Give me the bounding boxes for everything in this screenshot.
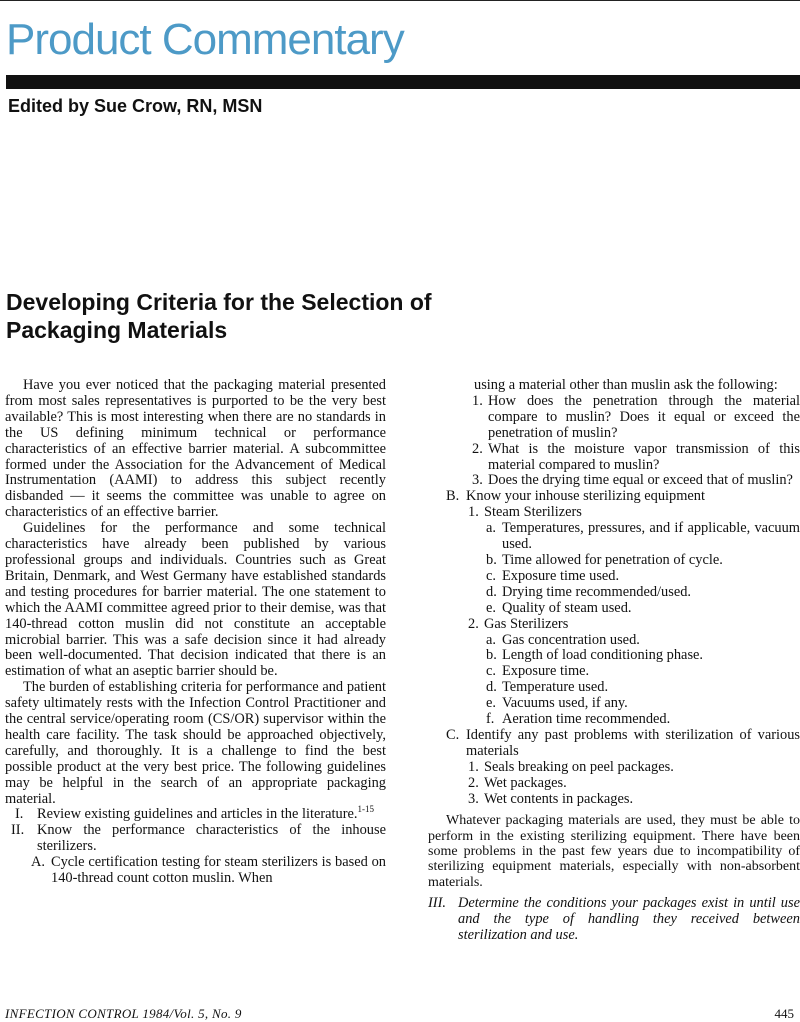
list-text: Seals breaking on peel packages.: [484, 758, 674, 775]
list-text: Length of load conditioning phase.: [502, 647, 704, 664]
list-text: Cycle certification testing for steam sterilizers is based on 140-thread count cotton muslin. When: [51, 854, 386, 887]
list-item-A: [5, 855, 386, 887]
reference-superscript: 1-15: [357, 804, 374, 815]
question-2: [428, 442, 800, 474]
list-num: 2.: [468, 774, 479, 791]
list-text: Vacuums used, if any.: [502, 695, 628, 712]
list-item-III: [428, 896, 800, 944]
list-num: I.: [15, 806, 24, 823]
list-text: Temperature used.: [502, 679, 609, 696]
problem-2: [428, 776, 800, 792]
list-text: Steam Sterilizers: [484, 504, 582, 521]
gas-item-a: [428, 633, 800, 649]
problem-1: [428, 760, 800, 776]
list-num: B.: [446, 488, 460, 505]
article-title: [6, 288, 606, 344]
list-text: Wet packages.: [484, 774, 567, 791]
list-item-B: [428, 489, 800, 505]
list-text: Time allowed for penetration of cycle.: [502, 551, 723, 568]
list-num: C.: [446, 726, 460, 743]
list-item-C: [428, 728, 800, 760]
list-num: b.: [486, 551, 497, 568]
steam-item-e: [428, 601, 800, 617]
gas-item-c: [428, 664, 800, 680]
list-num: e.: [486, 695, 496, 712]
list-item-II: [5, 823, 386, 855]
list-text: Wet contents in packages.: [484, 790, 634, 807]
gas-item-e: [428, 696, 800, 712]
list-text: Drying time recommended/used.: [502, 583, 692, 600]
question-3: [428, 473, 800, 489]
page-number: 445: [774, 1006, 794, 1021]
gas-sterilizers: [428, 617, 800, 633]
top-rule: [0, 0, 800, 1]
list-num: 3.: [468, 790, 479, 807]
article-title-line-1: Developing Criteria for the Selection of: [6, 289, 432, 315]
list-text: How does the penetration through the material compare to muslin? Does it equal or exceed the penetration of muslin?: [488, 392, 800, 441]
journal-footer: INFECTION CONTROL 1984/Vol. 5, No. 9: [5, 1006, 242, 1021]
list-num: III.: [428, 894, 446, 911]
list-num: c.: [486, 567, 496, 584]
header-bar: [6, 75, 800, 89]
steam-item-c: [428, 569, 800, 585]
list-text: Temperatures, pressures, and if applicable, vacuum used.: [502, 520, 800, 553]
steam-item-b: [428, 553, 800, 569]
list-text: Gas concentration used.: [502, 631, 640, 648]
list-num: f.: [486, 711, 495, 728]
steam-item-d: [428, 585, 800, 601]
list-text: Exposure time.: [502, 663, 590, 680]
list-num: b.: [486, 647, 497, 664]
steam-sterilizers: [428, 505, 800, 521]
list-text: What is the moisture vapor transmission of this material compared to muslin?: [488, 440, 800, 473]
paragraph-guidelines: Guidelines for the performance and some technical characteristics have already been published by various professional groups and individuals. Countries such as Great Britain, Denmark, and West Germany have established standards and testing procedures for barrier material. The one statement to which the AAMI committee agreed prior to their demise, was that 140-thread cotton muslin did not constitute an acceptable microbial barrier. This was a safe decision since it had already been well-documented. That decision indicated that there is an estimation of what an aseptic barrier should be.: [5, 520, 386, 680]
list-num: II.: [11, 822, 25, 839]
section-title: Product Commentary: [6, 15, 404, 64]
list-num: 1.: [468, 758, 479, 775]
question-1: [428, 394, 800, 442]
article-title-line-2: Packaging Materials: [6, 317, 228, 343]
list-text: Quality of steam used.: [502, 599, 632, 616]
list-text: Exposure time used.: [502, 567, 620, 584]
paragraph-burden: The burden of establishing criteria for performance and patient safety ultimately rests with the Infection Control Practitioner and the central service/operating room (CS/OR) supervisor within the health care facility. The task should be approached objectively, carefully, and thoroughly. It is a challenge to find the best possible product at the very best price. The following guidelines may be helpful in the search of an appropriate packaging material.: [5, 679, 386, 807]
gas-item-b: [428, 648, 800, 664]
list-num: A.: [31, 854, 45, 871]
paragraph-intro: Have you ever noticed that the packaging material presented from most sales representatives is purported to be the very best available? This is most interesting when there are no standards in the US defining minimum technical or performance characteristics of an effective barrier material. A subcommittee formed under the Association for the Advancement of Medical Instrumentation (AAMI) to address this subject recently disbanded — it seems the committee was unable to agree on characteristics of an effective barrier.: [5, 377, 386, 521]
list-text: Gas Sterilizers: [484, 615, 569, 632]
list-num: d.: [486, 583, 497, 600]
left-column: [5, 378, 386, 887]
list-text: Know your inhouse sterilizing equipment: [466, 488, 706, 505]
list-num: 1.: [472, 392, 483, 409]
steam-item-a: [428, 521, 800, 553]
paragraph-whatever: Whatever packaging materials are used, they must be able to perform in the existing sterilizing equipment. There have been some problems in the past few years due to incompatibility of sterilizing equipment materials, especially with non-absorbent materials.: [428, 813, 800, 890]
list-num: a.: [486, 520, 496, 537]
list-num: 3.: [472, 472, 483, 489]
list-text: Review existing guidelines and articles in the literature.: [37, 806, 358, 823]
list-num: 2.: [472, 440, 483, 457]
list-num: d.: [486, 679, 497, 696]
list-num: 2.: [468, 615, 479, 632]
list-num: a.: [486, 631, 496, 648]
gas-item-d: [428, 680, 800, 696]
list-num: e.: [486, 599, 496, 616]
list-item-I: [5, 804, 386, 823]
gas-item-f: [428, 712, 800, 728]
list-text: Aeration time recommended.: [502, 711, 671, 728]
list-num: 1.: [468, 504, 479, 521]
list-text: Determine the conditions your packages exist in until use and the type of handling they received between sterilization and use.: [458, 894, 800, 943]
list-num: c.: [486, 663, 496, 680]
list-text: Know the performance characteristics of the inhouse sterilizers.: [37, 822, 386, 855]
list-text: Does the drying time equal or exceed that of muslin?: [488, 472, 793, 489]
problem-3: [428, 792, 800, 808]
list-text: Identify any past problems with sterilization of various materials: [466, 726, 800, 759]
editor-credit: Edited by Sue Crow, RN, MSN: [8, 96, 263, 116]
continued-text: using a material other than muslin ask the following:: [474, 377, 778, 393]
right-column: [428, 378, 800, 944]
